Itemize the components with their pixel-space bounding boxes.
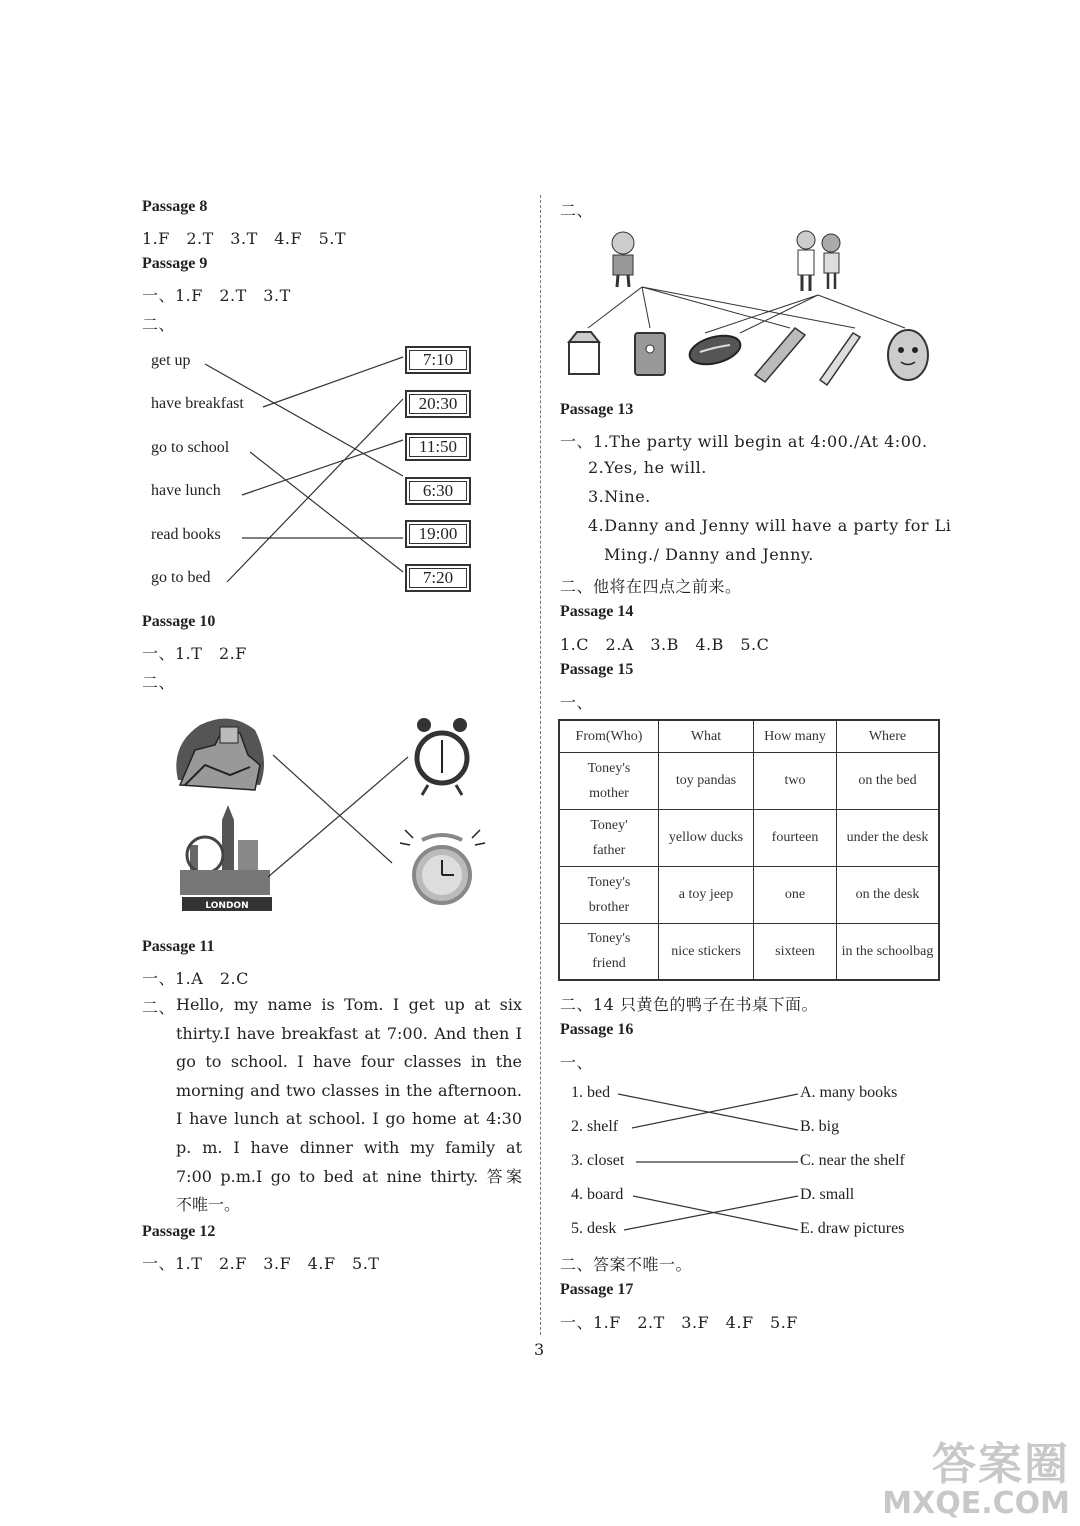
passage-11-title: Passage 11 bbox=[142, 938, 215, 955]
passage-16-title: Passage 16 bbox=[560, 1021, 634, 1038]
passage-14-title: Passage 14 bbox=[560, 603, 634, 620]
milk-carton-icon bbox=[569, 332, 599, 374]
activity-label: go to bed bbox=[151, 569, 211, 586]
passage-13-title: Passage 13 bbox=[560, 401, 634, 418]
passage-13-line: 一、1.The party will begin at 4:00./At 4:00. bbox=[560, 432, 928, 451]
match-left-item: 3. closet bbox=[571, 1152, 625, 1169]
alarm-clock-icon bbox=[417, 718, 467, 795]
passage-9-match-lines bbox=[0, 0, 540, 600]
passage-13-line: 3.Nine. bbox=[588, 487, 651, 506]
page-number: 3 bbox=[534, 1340, 545, 1359]
passage-17-answers: 一、1.F 2.T 3.F 4.F 5.F bbox=[560, 1313, 798, 1332]
time-box: 19:00 bbox=[405, 520, 471, 548]
london-label: LONDON bbox=[205, 901, 249, 911]
match-right-item: E. draw pictures bbox=[800, 1220, 905, 1237]
passage-8-answers: 1.F 2.T 3.T 4.F 5.T bbox=[142, 229, 347, 248]
passage-15-part2: 二、14 只黄色的鸭子在书桌下面。 bbox=[560, 995, 818, 1014]
table-row: Toney's friend nice stickers sixteen in the schoolbag bbox=[559, 923, 939, 980]
site-watermark: 答案圈 MXQE.COM bbox=[882, 1439, 1070, 1521]
match-right-item: B. big bbox=[800, 1118, 840, 1135]
ruler-icon bbox=[755, 328, 805, 382]
activity-label: have lunch bbox=[151, 482, 221, 499]
egg-character-icon bbox=[888, 330, 928, 380]
passage-10-pictures bbox=[160, 705, 500, 920]
bread-icon bbox=[687, 331, 744, 370]
passage-13-line: Ming./ Danny and Jenny. bbox=[604, 545, 814, 564]
passage-15-title: Passage 15 bbox=[560, 661, 634, 678]
table-row: Toney's mother toy pandas two on the bed bbox=[559, 752, 939, 809]
boy-icon bbox=[612, 232, 634, 287]
london-skyline-icon bbox=[180, 805, 272, 911]
match-left-item: 2. shelf bbox=[571, 1118, 619, 1135]
time-box: 7:20 bbox=[405, 564, 471, 592]
people-items-matching bbox=[555, 225, 940, 390]
match-right-item: D. small bbox=[800, 1186, 855, 1203]
match-left-item: 1. bed bbox=[571, 1084, 611, 1101]
passage-12-answers: 一、1.T 2.F 3.F 4.F 5.T bbox=[142, 1254, 380, 1273]
time-box: 6:30 bbox=[405, 477, 471, 505]
passage-10-part2-label: 二、 bbox=[142, 673, 176, 692]
passage-14-answers: 1.C 2.A 3.B 4.B 5.C bbox=[560, 635, 770, 654]
time-box: 7:10 bbox=[405, 346, 471, 374]
passage-9-part2-label: 二、 bbox=[142, 315, 176, 334]
great-wall-icon bbox=[176, 719, 264, 790]
passage-15-table bbox=[558, 719, 940, 981]
match-left-item: 4. board bbox=[571, 1186, 624, 1203]
passage-11-part2-label: 二、 bbox=[142, 998, 176, 1017]
passage-9-part1: 一、1.F 2.T 3.T bbox=[142, 286, 291, 305]
activity-label: get up bbox=[151, 352, 191, 369]
activity-label: have breakfast bbox=[151, 395, 244, 412]
activity-label: go to school bbox=[151, 439, 230, 456]
match-right-item: A. many books bbox=[800, 1084, 898, 1101]
table-header-row: From(Who) What How many Where bbox=[559, 720, 939, 752]
table-row: Toney's brother a toy jeep one on the desk bbox=[559, 866, 939, 923]
time-box: 20:30 bbox=[405, 390, 471, 418]
passage-8-title: Passage 8 bbox=[142, 198, 208, 215]
match-left-item: 5. desk bbox=[571, 1220, 617, 1237]
passage-13-part2: 二、他将在四点之前来。 bbox=[560, 577, 742, 596]
right-top-label: 二、 bbox=[560, 201, 594, 220]
passage-9-title: Passage 9 bbox=[142, 255, 208, 272]
couple-icon bbox=[797, 231, 840, 291]
passage-16-part1: 一、 bbox=[560, 1053, 594, 1072]
passage-15-part1: 一、 bbox=[560, 693, 594, 712]
passage-16-match-lines bbox=[540, 1080, 810, 1240]
passage-13-line: 2.Yes, he will. bbox=[588, 458, 707, 477]
passage-11-part1: 一、1.A 2.C bbox=[142, 969, 249, 988]
pen-icon bbox=[820, 333, 860, 385]
ringing-clock-icon bbox=[400, 830, 485, 903]
match-right-item: C. near the shelf bbox=[800, 1152, 905, 1169]
passage-16-part2: 二、答案不唯一。 bbox=[560, 1255, 693, 1274]
activity-label: read books bbox=[151, 526, 221, 543]
passage-17-title: Passage 17 bbox=[560, 1281, 634, 1298]
schoolbag-icon bbox=[635, 333, 665, 375]
passage-13-line: 4.Danny and Jenny will have a party for Li bbox=[588, 516, 952, 535]
passage-10-title: Passage 10 bbox=[142, 613, 216, 630]
passage-12-title: Passage 12 bbox=[142, 1223, 216, 1240]
table-row: Toney' father yellow ducks fourteen under the desk bbox=[559, 809, 939, 866]
time-box: 11:50 bbox=[405, 433, 471, 461]
passage-11-answer-paragraph: Hello, my name is Tom. I get up at six thirty.I have breakfast at 7:00. And then I go to school. I have four classes in the morning and two classes in the afternoon. I have lunch at school. I go home at 4:30 p. m. I have dinner with my family at 7:00 p.m.I go to bed at nine thirty. 答案 不唯一。 bbox=[176, 995, 522, 1215]
passage-10-part1: 一、1.T 2.F bbox=[142, 644, 247, 663]
